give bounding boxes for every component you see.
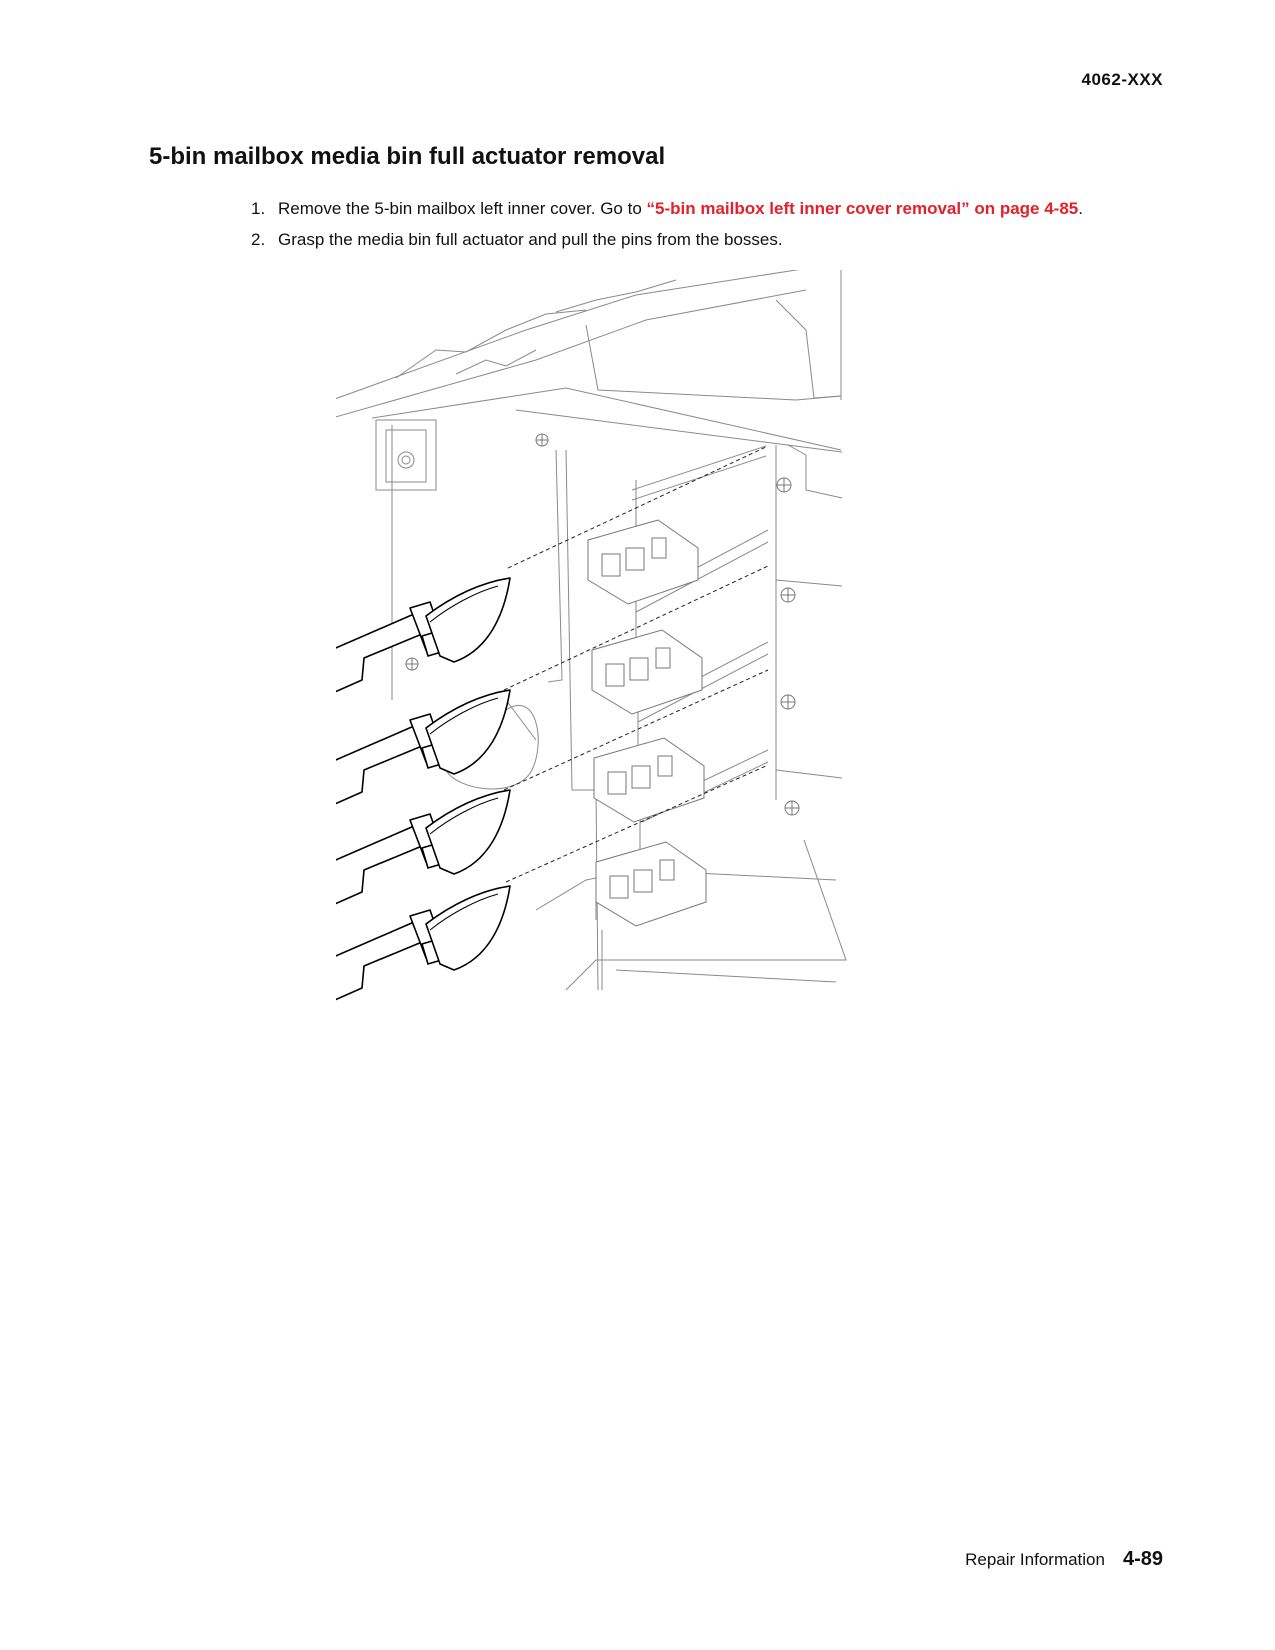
page-footer [965, 1548, 1163, 1571]
step-number: 2. [251, 230, 266, 249]
step-item [251, 229, 1171, 251]
step-text-end: . [1078, 199, 1083, 218]
footer-section-label: Repair Information [965, 1550, 1105, 1569]
media-bin-full-actuators [336, 578, 510, 1004]
document-id: 4062-XXX [1081, 70, 1163, 89]
page-title: 5-bin mailbox media bin full actuator removal [149, 143, 666, 170]
step-text: Grasp the media bin full actuator and pull the pins from the bosses. [278, 230, 783, 249]
bin-brackets [588, 520, 706, 926]
cross-reference-link[interactable]: “5-bin mailbox left inner cover removal” on page 4-85 [646, 199, 1079, 218]
page-number: 4-89 [1122, 1548, 1163, 1570]
procedure-steps [251, 198, 1171, 260]
actuator-removal-illustration [336, 270, 886, 1080]
step-number: 1. [251, 199, 266, 218]
step-text: Remove the 5-bin mailbox left inner cover. Go to [278, 199, 647, 218]
step-item [251, 198, 1171, 220]
